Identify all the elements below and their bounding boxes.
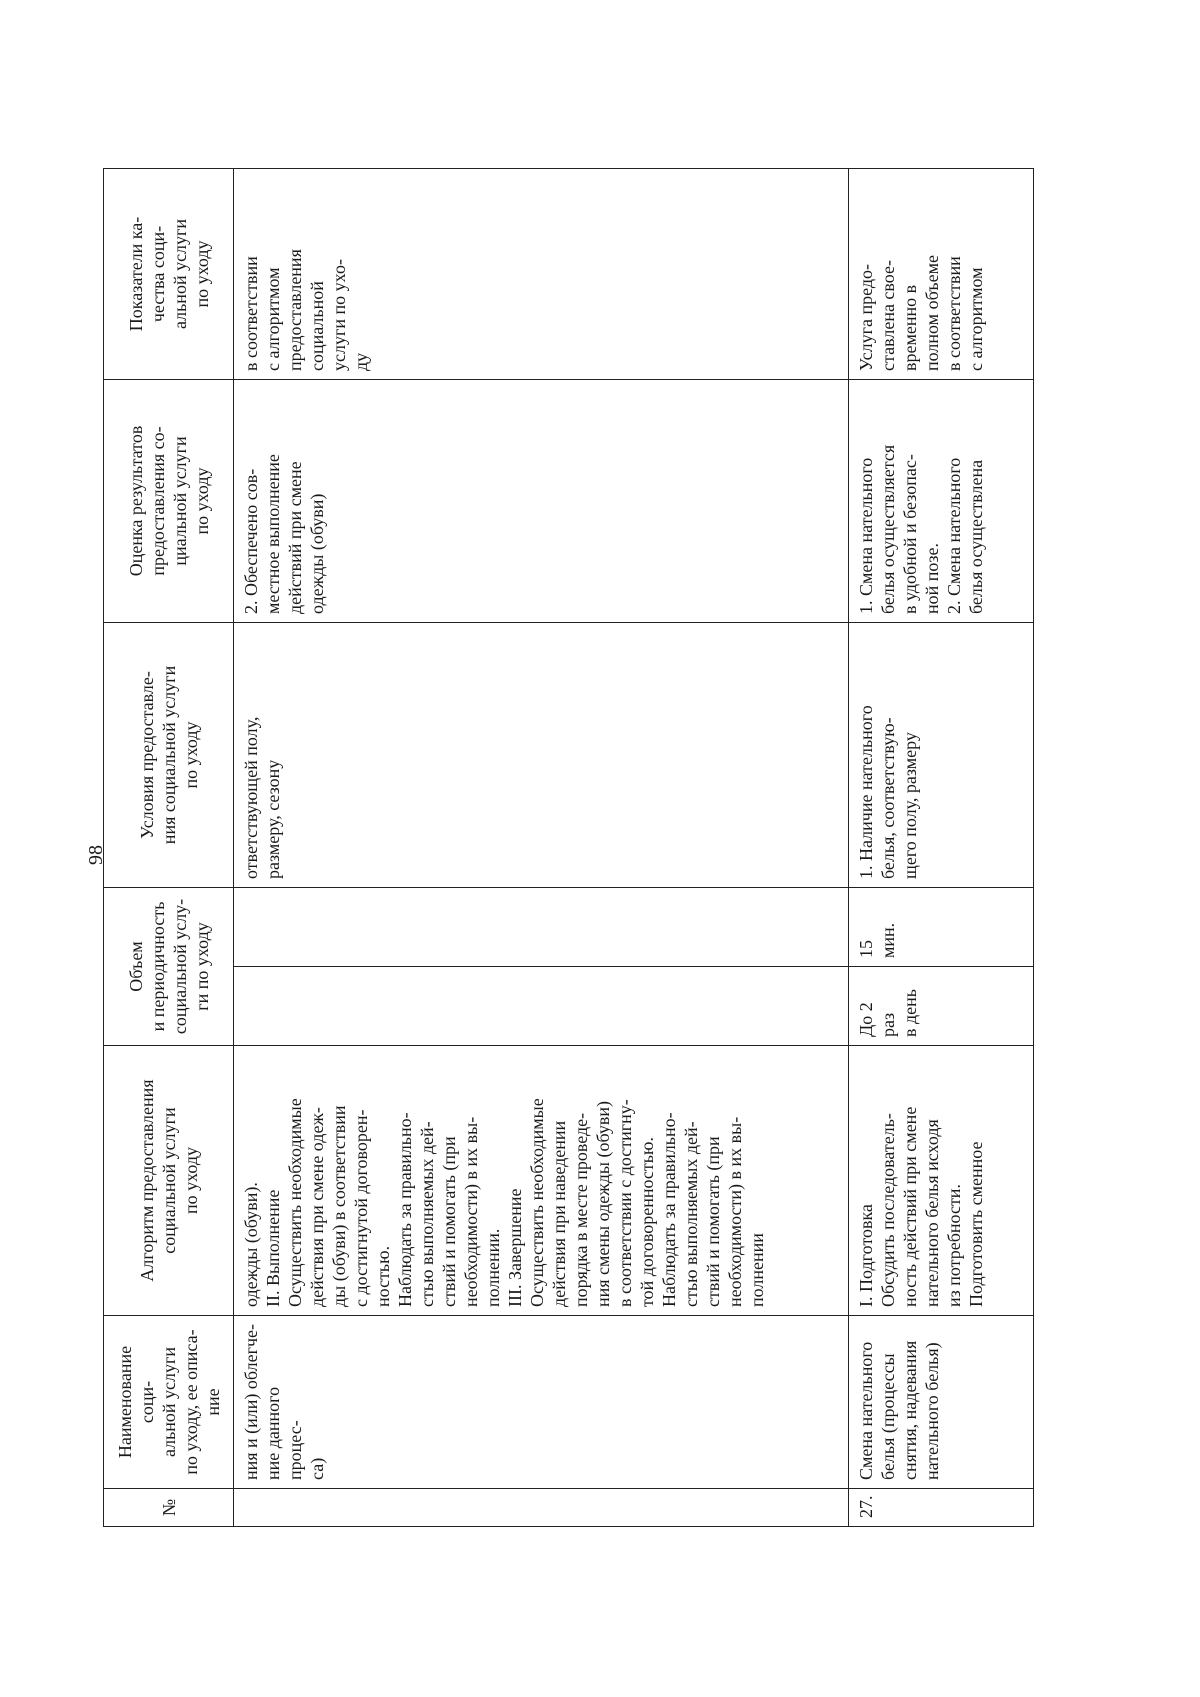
cell-duration: 15 мин. xyxy=(849,887,1034,966)
cell-conditions: 1. Наличие нательного белья, соответствую- щего полу, размеру xyxy=(849,622,1034,887)
cell-evaluation: 2. Обеспечено сов- местное выполнение действий при смене одежды (обуви) xyxy=(234,379,849,622)
cell-name: Смена нательного белья (процессы снятия, надевания нательного белья) xyxy=(849,1316,1034,1489)
table-row xyxy=(234,168,849,1526)
cell-conditions: ответствующей полу, размеру, сезону xyxy=(234,622,849,887)
cell-name: ния и (или) облегче- ние данного процес- са) xyxy=(234,1316,849,1489)
header-quality: Показатели ка- чества соци- альной услуги по уходу xyxy=(104,168,234,379)
header-number: № xyxy=(104,1489,234,1527)
cell-duration xyxy=(234,887,849,966)
cell-quality: Услуга предо- ставлена свое- временно в полном объеме в соответствии с алгоритмом xyxy=(849,168,1034,379)
services-table xyxy=(103,168,1034,1527)
cell-frequency xyxy=(234,967,849,1046)
cell-evaluation: 1. Смена нательного белья осуществляется в удобной и безопас- ной позе. 2. Смена нательного белья осуществлена xyxy=(849,379,1034,622)
table-header-row xyxy=(104,168,234,1526)
header-evaluation: Оценка результатов предоставления со- циальной услуги по уходу xyxy=(104,379,234,622)
header-name: Наименование соци- альной услуги по уходу, ее описа- ние xyxy=(104,1316,234,1489)
rotated-page-content xyxy=(103,169,1033,1527)
cell-quality: в соответствии с алгоритмом предоставления социальной услуги по ухо- ду xyxy=(234,168,849,379)
header-conditions: Условия предоставле- ния социальной услуги по уходу xyxy=(104,622,234,887)
header-volume: Объем и периодичность социальной услу- ги по уходу xyxy=(104,887,234,1045)
page-number: 98 xyxy=(85,845,107,865)
cell-algorithm: одежды (обуви). II. Выполнение Осуществить необходимые действия при смене одеж- ды (обуви) в соответствии с достигнутой договорен- ностью. Наблюдать за правильно- стью выполняемых дей- ствий и помогать (при необходимости) в их вы- полнении. III. Завершение Осуществить необходимые действия при наведении порядка в месте проведе- ния смены одежды (обуви) в соответствии с достигну- той договоренностью. Наблюдать за правильно- стью выполняемых дей- ствий и помогать (при необходимости) в их вы- полнении xyxy=(234,1046,849,1316)
cell-frequency: До 2 раз в день xyxy=(849,967,1034,1046)
cell-number xyxy=(234,1489,849,1527)
cell-number: 27. xyxy=(849,1489,1034,1527)
table-row xyxy=(849,168,1034,1526)
header-algorithm: Алгоритм предоставления социальной услуги по уходу xyxy=(104,1046,234,1316)
cell-algorithm: I. Подготовка Обсудить последователь- ность действий при смене нательного белья исходя из потребности. Подготовить сменное xyxy=(849,1046,1034,1316)
